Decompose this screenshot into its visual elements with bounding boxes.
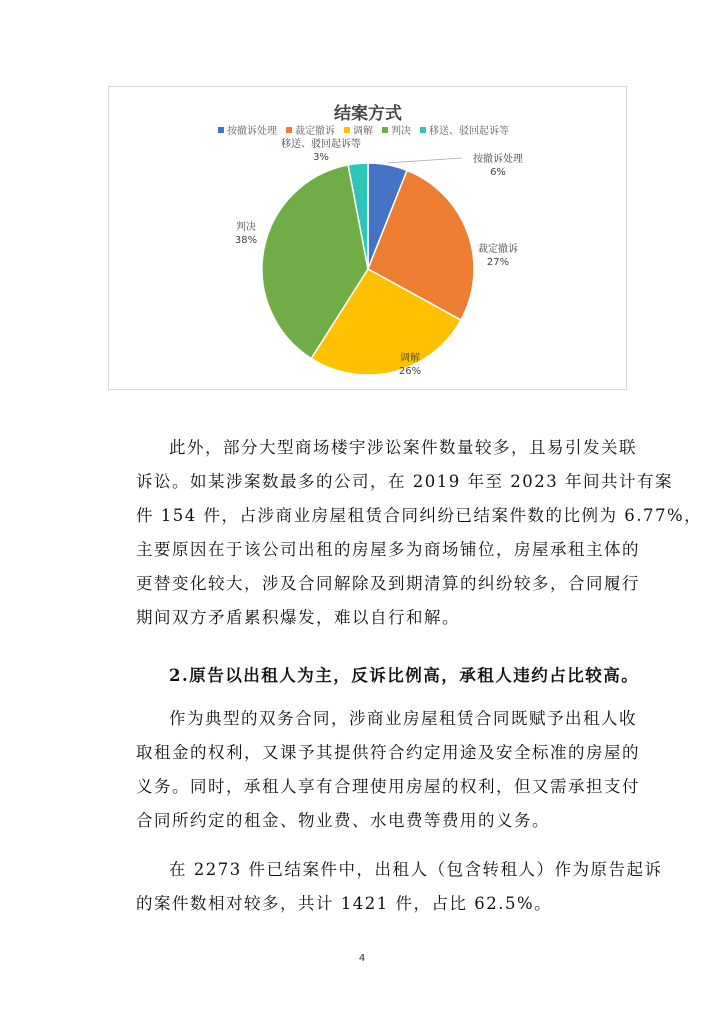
leader-lines xyxy=(388,158,462,163)
legend-swatch xyxy=(344,127,350,133)
legend-label: 按撤诉处理 xyxy=(227,126,278,137)
paragraph-2 xyxy=(136,702,640,838)
data-label-value: 6% xyxy=(490,167,506,178)
legend-swatch xyxy=(420,127,426,133)
chart-legend xyxy=(218,124,509,137)
text-line: 期间双方矛盾累积爆发，难以自行和解。 xyxy=(136,608,460,627)
legend-label: 移送、驳回起诉等 xyxy=(428,126,509,137)
legend-swatch xyxy=(382,127,388,133)
data-label-name: 调解 xyxy=(400,353,420,364)
leader-line xyxy=(388,158,462,163)
data-label-name: 判决 xyxy=(236,222,256,233)
legend-swatch xyxy=(218,127,224,133)
paragraph-1 xyxy=(136,431,703,635)
paragraph-3 xyxy=(136,853,663,921)
text-line: 合同所约定的租金、物业费、水电费等费用的义务。 xyxy=(136,811,550,830)
legend-label: 调解 xyxy=(353,126,373,137)
data-label-name: 移送、驳回起诉等 xyxy=(281,139,361,150)
page-number: 4 xyxy=(358,953,366,964)
chart-title: 结案方式 xyxy=(334,104,402,124)
text-line: 取租金的权利，又课予其提供符合约定用途及安全标准的房屋的 xyxy=(136,743,640,762)
chart-frame xyxy=(108,86,627,390)
pie-chart xyxy=(109,87,626,389)
data-label-name: 裁定撤诉 xyxy=(478,244,518,255)
data-label-value: 26% xyxy=(398,366,422,377)
data-label-name: 按撤诉处理 xyxy=(473,154,523,165)
text-line: 义务。同时，承租人享有合理使用房屋的权利，但又需承担支付 xyxy=(136,777,640,796)
data-label-value: 38% xyxy=(234,235,258,246)
text-line: 诉讼。如某涉案数最多的公司，在 2019 年至 2023 年间共计有案 xyxy=(136,472,673,491)
text-line: 在 2273 件已结案件中，出租人（包含转租人）作为原告起诉 xyxy=(169,860,663,879)
section-heading: 2.原告以出租人为主，反诉比例高，承租人违约占比较高。 xyxy=(169,666,640,685)
text-line: 的案件数相对较多，共计 1421 件，占比 62.5%。 xyxy=(136,894,553,913)
text-line: 此外，部分大型商场楼宇涉讼案件数量较多，且易引发关联 xyxy=(169,438,637,457)
pie-slices xyxy=(262,163,474,375)
data-label-value: 3% xyxy=(313,152,329,163)
data-label-value: 27% xyxy=(486,257,510,268)
text-line: 更替变化较大，涉及合同解除及到期清算的纠纷较多，合同履行 xyxy=(136,574,640,593)
text-line: 主要原因在于该公司出租的房屋多为商场铺位，房屋承租主体的 xyxy=(136,540,640,559)
legend-label: 判决 xyxy=(391,126,411,137)
text-line: 件 154 件，占涉商业房屋租赁合同纠纷已结案件数的比例为 6.77%， xyxy=(136,506,703,525)
text-line: 作为典型的双务合同，涉商业房屋租赁合同既赋予出租人收 xyxy=(169,709,637,728)
legend-swatch xyxy=(286,127,292,133)
legend-label: 裁定撤诉 xyxy=(295,126,336,137)
